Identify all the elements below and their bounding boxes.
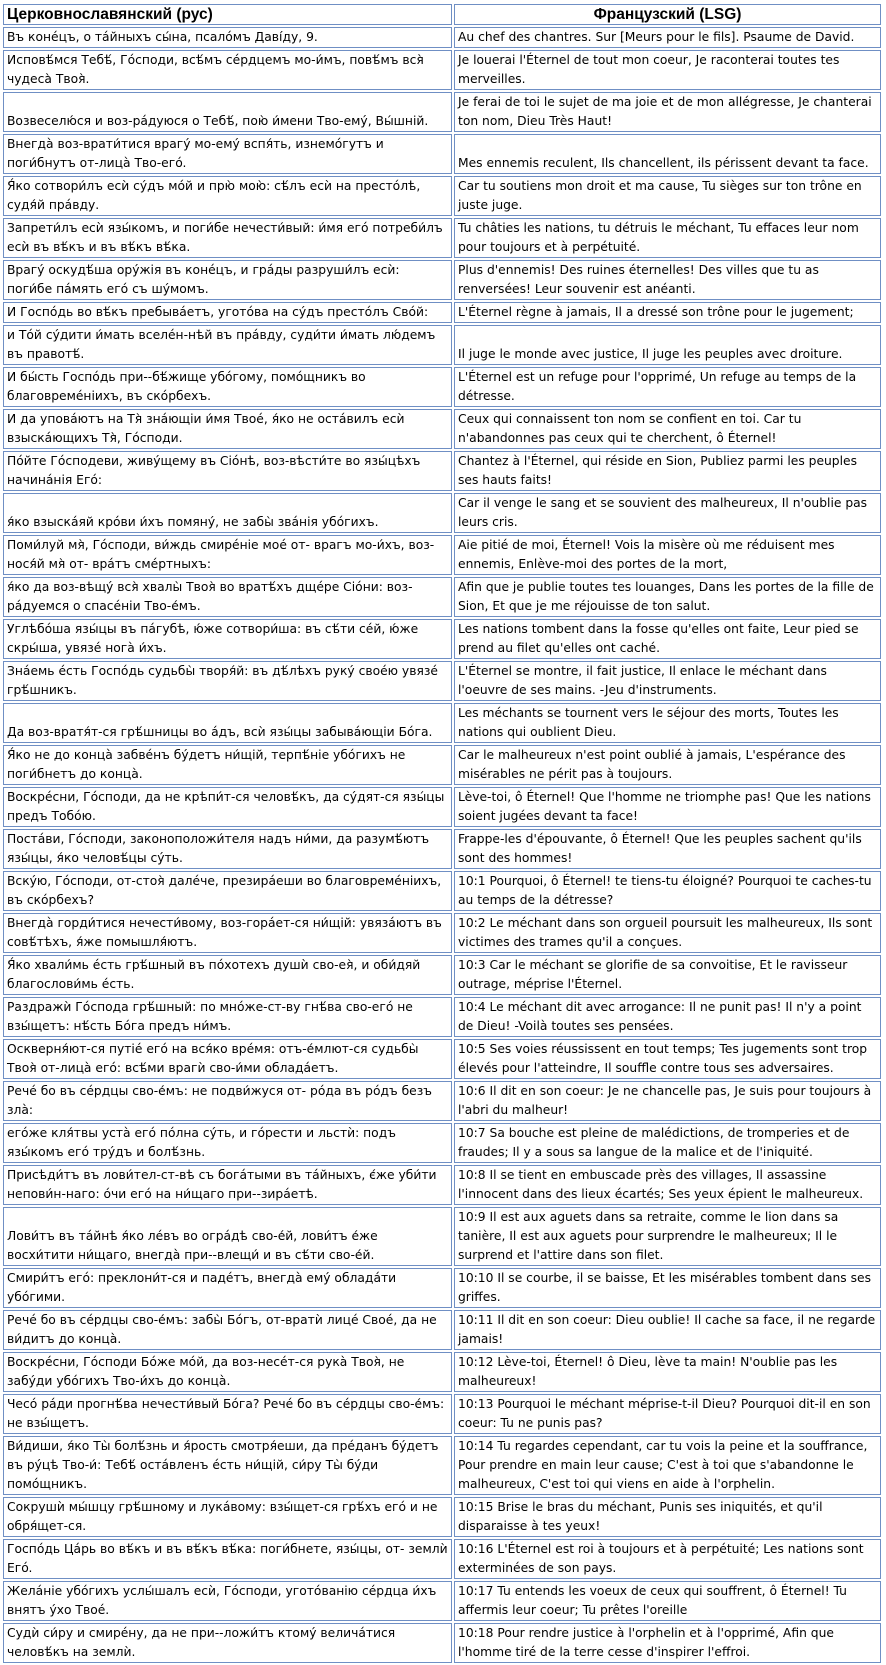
church-slavonic-verse: Ви́диши, я́ко Ты̀ болѣ́знь и я́рость смотря́еши, да прéданъ бýдетъ въ рýцѣ Тво-и́: Тебѣ́ остáвленъ éсть ни́щій, си́ру Ты̀ бýди помóщникъ. bbox=[3, 1436, 452, 1495]
french-lsg-verse: Les nations tombent dans la fosse qu'elles ont faite, Leur pied se prend au filet qu'elles ont caché. bbox=[454, 619, 881, 659]
french-lsg-verse: Frappe-les d'épouvante, ô Éternel! Que les peuples sachent qu'ils sont des hommes! bbox=[454, 829, 881, 869]
french-lsg-verse: 10:11 Il dit en son coeur: Dieu oublie! Il cache sa face, il ne regarde jamais! bbox=[454, 1310, 881, 1350]
table-row bbox=[3, 92, 881, 132]
church-slavonic-verse: Возвеселю́ся и воз-рáдуюся о Тебѣ́, пою̀ и́мени Тво-емý, Вы́шній. bbox=[3, 92, 452, 132]
french-lsg-verse: Je ferai de toi le sujet de ma joie et de mon allégresse, Je chanterai ton nom, Dieu Très Haut! bbox=[454, 92, 881, 132]
church-slavonic-verse: Запрети́лъ есѝ язы́комъ, и поги́бе нечести́вый: и́мя егó потреби́лъ есѝ въ вѣ́къ и въ вѣ́къ вѣ́ка. bbox=[3, 218, 452, 258]
french-lsg-verse: Il juge le monde avec justice, Il juge les peuples avec droiture. bbox=[454, 325, 881, 365]
church-slavonic-verse: Знáемь éсть Госпóдь судьбы̀ творя́й: въ дѣ́лѣхъ рукý своéю увязé грѣ́шникъ. bbox=[3, 661, 452, 701]
french-lsg-verse: L'Éternel se montre, il fait justice, Il enlace le méchant dans l'oeuvre de ses mains. -Jeu d'instruments. bbox=[454, 661, 881, 701]
french-lsg-verse: 10:4 Le méchant dit avec arrogance: Il ne punit pas! Il n'y a point de Dieu! -Voilà toutes ses pensées. bbox=[454, 997, 881, 1037]
french-lsg-verse: Aie pitié de moi, Éternel! Vois la misère où me réduisent mes ennemis, Enlève-moi des portes de la mort, bbox=[454, 535, 881, 575]
french-lsg-verse: Je louerai l'Éternel de tout mon coeur, Je raconterai toutes tes merveilles. bbox=[454, 50, 881, 90]
french-lsg-verse: 10:14 Tu regardes cependant, car tu vois la peine et la souffrance, Pour prendre en main leur cause; C'est à toi que s'abandonne le malheureux, C'est toi qui viens en aide à l'orphelin. bbox=[454, 1436, 881, 1495]
french-lsg-verse: L'Éternel règne à jamais, Il a dressé son trône pour le jugement; bbox=[454, 302, 881, 323]
french-lsg-verse: Plus d'ennemis! Des ruines éternelles! Des villes que tu as renversées! Leur souvenir est anéanti. bbox=[454, 260, 881, 300]
church-slavonic-verse: И да уповáютъ на Тя̀ знáющіи и́мя Твоé, я́ко не остáвилъ есѝ взыскáющихъ Тя̀, Гóсподи. bbox=[3, 409, 452, 449]
church-slavonic-verse: Пóйте Гóсподеви, живýщему въ Сіóнѣ, воз-вѣсти́те во язы́цѣхъ начинáнія Егó: bbox=[3, 451, 452, 491]
table-row bbox=[3, 1123, 881, 1163]
church-slavonic-verse: Сокрушѝ мы́шцу грѣ́шному и лукáвому: взы́щет-ся грѣ́хъ егó и не обря́щет-ся. bbox=[3, 1497, 452, 1537]
table-row bbox=[3, 367, 881, 407]
church-slavonic-verse: Лови́тъ въ тáйнѣ я́ко лéвъ во огрáдѣ сво-е́й, лови́тъ е́же восхи́тити ни́щаго, внегдà при--влещи́ и въ сѣ́ти сво-е́й. bbox=[3, 1207, 452, 1266]
church-slavonic-verse: Воскрéсни, Гóсподи, да не крѣпи́т-ся человѣ́къ, да сýдят-ся язы́цы предъ Тобóю. bbox=[3, 787, 452, 827]
french-lsg-verse: 10:2 Le méchant dans son orgueil poursuit les malheureux, Ils sont victimes des trames qu'il a conçues. bbox=[454, 913, 881, 953]
french-lsg-verse: Car il venge le sang et se souvient des malheureux, Il n'oublie pas leurs cris. bbox=[454, 493, 881, 533]
church-slavonic-verse: Воскрéсни, Гóсподи Бóже мóй, да воз-несéт-ся рукà Твоя̀, не забýди убóгихъ Тво-и́хъ до концà. bbox=[3, 1352, 452, 1392]
table-row bbox=[3, 535, 881, 575]
french-lsg-verse: 10:3 Car le méchant se glorifie de sa convoitise, Et le ravisseur outrage, méprise l'Éternel. bbox=[454, 955, 881, 995]
table-row bbox=[3, 1539, 881, 1579]
french-lsg-verse: 10:18 Pour rendre justice à l'orphelin et à l'opprimé, Afin que l'homme tiré de la terre cesse d'inspirer l'effroi. bbox=[454, 1623, 881, 1663]
table-row bbox=[3, 50, 881, 90]
church-slavonic-verse: Внегдà воз-врати́тися врагý мо-емý вспя́ть, изнемóгутъ и поги́бнутъ от-лицà Тво-егó. bbox=[3, 134, 452, 174]
french-lsg-verse: Car le malheureux n'est point oublié à jamais, L'espérance des misérables ne périt pas à toujours. bbox=[454, 745, 881, 785]
church-slavonic-verse: Я́ко не до концà забвéнъ бýдетъ ни́щій, терпѣ́ніе убóгихъ не поги́бнетъ до концà. bbox=[3, 745, 452, 785]
table-row bbox=[3, 1394, 881, 1434]
french-lsg-verse: 10:6 Il dit en son coeur: Je ne chancelle pas, Je suis pour toujours à l'abri du malheur! bbox=[454, 1081, 881, 1121]
table-row bbox=[3, 913, 881, 953]
french-lsg-verse: 10:1 Pourquoi, ô Éternel! te tiens-tu éloigné? Pourquoi te caches-tu au temps de la détresse? bbox=[454, 871, 881, 911]
church-slavonic-verse: Речé бо въ сéрдцы сво-е́мъ: не подви́жуся от- рóда въ рóдъ безъ злà: bbox=[3, 1081, 452, 1121]
french-lsg-verse: 10:9 Il est aux aguets dans sa retraite, comme le lion dans sa tanière, Il est aux aguets pour surprendre le malheureux; Il le surprend et l'attire dans son filet. bbox=[454, 1207, 881, 1266]
church-slavonic-verse: Речé бо въ сéрдцы сво-е́мъ: забы̀ Бóгъ, от-вратѝ лицé Своé, да не ви́дитъ до концà. bbox=[3, 1310, 452, 1350]
table-row bbox=[3, 302, 881, 323]
table-row bbox=[3, 451, 881, 491]
table-row bbox=[3, 1081, 881, 1121]
table-row bbox=[3, 955, 881, 995]
french-lsg-verse: Afin que je publie toutes tes louanges, Dans les portes de la fille de Sion, Et que je me réjouisse de ton salut. bbox=[454, 577, 881, 617]
table-row bbox=[3, 619, 881, 659]
french-lsg-verse: 10:8 Il se tient en embuscade près des villages, Il assassine l'innocent dans des lieux écartés; Ses yeux épient le malheureux. bbox=[454, 1165, 881, 1205]
church-slavonic-verse: Я́ко сотвори́лъ есѝ сýдъ мóй и прю̀ мою̀: сѣ́лъ есѝ на престóлѣ, судя́й прáвду. bbox=[3, 176, 452, 216]
table-row bbox=[3, 134, 881, 174]
church-slavonic-verse: Присѣди́тъ въ лови́тел-ст-вѣ съ богáтыми въ тáйныхъ, є́же уби́ти непови́н-наго: óчи егó на ни́щаго при--зирáетѣ. bbox=[3, 1165, 452, 1205]
church-slavonic-verse: я́ко да воз-вѣщý вся̀ хвалы̀ Твоя̀ во вратѣ́хъ дщéре Сіóни: воз-рáдуемся о спасéніи Тво-е́мъ. bbox=[3, 577, 452, 617]
french-lsg-verse: Au chef des chantres. Sur [Meurs pour le fils]. Psaume de David. bbox=[454, 27, 881, 48]
table-row bbox=[3, 1436, 881, 1495]
french-lsg-verse: Les méchants se tournent vers le séjour des morts, Toutes les nations qui oublient Dieu. bbox=[454, 703, 881, 743]
table-row bbox=[3, 260, 881, 300]
church-slavonic-verse: Я́ко хвали́мь éсть грѣ́шный въ пóхотехъ душѝ сво-ея̀, и оби́дяй благослови́мь éсть. bbox=[3, 955, 452, 995]
church-slavonic-verse: Желáніе убóгихъ услы́шалъ есѝ, Гóсподи, уготóванію сéрдца и́хъ внятъ ýхо Твоé. bbox=[3, 1581, 452, 1621]
table-row bbox=[3, 176, 881, 216]
table-row bbox=[3, 787, 881, 827]
table-row bbox=[3, 745, 881, 785]
table-row bbox=[3, 27, 881, 48]
table-row bbox=[3, 1581, 881, 1621]
church-slavonic-verse: Углѣбóша язы́цы въ пáгубѣ, ю́же сотвори́ша: въ сѣ́ти сéй, ю́же скры́ша, увязé ногà и́хъ. bbox=[3, 619, 452, 659]
church-slavonic-verse: Внегдà горди́тися нечести́вому, воз-горáет-ся ни́щій: увязáютъ въ совѣ́тѣхъ, я́же помышля́ютъ. bbox=[3, 913, 452, 953]
table-row bbox=[3, 325, 881, 365]
french-lsg-verse: 10:10 Il se courbe, il se baisse, Et les misérables tombent dans ses griffes. bbox=[454, 1268, 881, 1308]
french-lsg-verse: 10:13 Pourquoi le méchant méprise-t-il Dieu? Pourquoi dit-il en son coeur: Tu ne punis pas? bbox=[454, 1394, 881, 1434]
table-row bbox=[3, 493, 881, 533]
church-slavonic-verse: И Госпóдь во вѣ́къ пребывáетъ, уготóва на сýдъ престóлъ Свóй: bbox=[3, 302, 452, 323]
church-slavonic-verse: Судѝ си́ру и смирéну, да не при--ложи́тъ ктомý величáтися человѣ́къ на землѝ. bbox=[3, 1623, 452, 1663]
french-lsg-verse: Lève-toi, ô Éternel! Que l'homme ne triomphe pas! Que les nations soient jugées devant ta face! bbox=[454, 787, 881, 827]
french-lsg-verse: 10:16 L'Éternel est roi à toujours et à perpétuité; Les nations sont exterminées de son pays. bbox=[454, 1539, 881, 1579]
church-slavonic-verse: Да воз-вратя́т-ся грѣ́шницы во áдъ, всѝ язы́цы забывáющіи Бóга. bbox=[3, 703, 452, 743]
church-slavonic-verse: егóже кля́твы устà егó пóлна сýть, и гóрести и льстѝ: подъ язы́комъ егó трýдъ и болѣ́знь. bbox=[3, 1123, 452, 1163]
church-slavonic-verse: И бы́сть Госпóдь при--бѣ́жище убóгому, помóщникъ во благовремéніихъ, въ скóрбехъ. bbox=[3, 367, 452, 407]
french-lsg-verse: 10:5 Ses voies réussissent en tout temps; Tes jugements sont trop élevés pour l'atteindre, Il souffle contre tous ses adversaires. bbox=[454, 1039, 881, 1079]
table-row bbox=[3, 1497, 881, 1537]
table-row bbox=[3, 1039, 881, 1079]
french-lsg-verse: Mes ennemis reculent, Ils chancellent, ils périssent devant ta face. bbox=[454, 134, 881, 174]
table-row bbox=[3, 1165, 881, 1205]
parallel-psalm-table bbox=[1, 2, 883, 1665]
church-slavonic-verse: Въ конéцъ, о тáйныхъ сы́на, псалóмъ Давíду, 9. bbox=[3, 27, 452, 48]
church-slavonic-verse: Чесó рáди прогнѣ́ва нечести́вый Бóга? Речé бо въ сéрдцы сво-е́мъ: не взы́щетъ. bbox=[3, 1394, 452, 1434]
french-lsg-verse: L'Éternel est un refuge pour l'opprimé, Un refuge au temps de la détresse. bbox=[454, 367, 881, 407]
table-row bbox=[3, 661, 881, 701]
french-lsg-verse: Ceux qui connaissent ton nom se confient en toi. Car tu n'abandonnes pas ceux qui te cherchent, ô Éternel! bbox=[454, 409, 881, 449]
church-slavonic-verse: Исповѣ́мся Тебѣ́, Гóсподи, всѣ́мъ сéрдцемъ мо-и́мъ, повѣ́мъ вся̀ чудеса̀ Твоя̀. bbox=[3, 50, 452, 90]
table-row bbox=[3, 1623, 881, 1663]
church-slavonic-verse: Смири́тъ егó: преклони́т-ся и падéтъ, внегдà емý обладáти убóгими. bbox=[3, 1268, 452, 1308]
header-church-slavonic: Церковнославянский (рус) bbox=[3, 4, 452, 25]
french-lsg-verse: 10:12 Lève-toi, Éternel! ô Dieu, lève ta main! N'oublie pas les malheureux! bbox=[454, 1352, 881, 1392]
table-row bbox=[3, 218, 881, 258]
church-slavonic-verse: Раздражѝ Гóспода грѣ́шный: по мнóже-ст-ву гнѣ́ва сво-егó не взы́щетъ: нѣ́сть Бóга предъ ни́мъ. bbox=[3, 997, 452, 1037]
french-lsg-verse: Tu châties les nations, tu détruis le méchant, Tu effaces leur nom pour toujours et à perpétuité. bbox=[454, 218, 881, 258]
church-slavonic-verse: Поми́луй мя̀, Гóсподи, ви́ждь смирéніе моé от- врагъ мо-и́хъ, воз-нося́й мя̀ от- врáтъ смéртныхъ: bbox=[3, 535, 452, 575]
table-row bbox=[3, 1352, 881, 1392]
table-row bbox=[3, 829, 881, 869]
header-french-lsg: Французский (LSG) bbox=[454, 4, 881, 25]
table-row bbox=[3, 1207, 881, 1266]
church-slavonic-verse: Постáви, Гóсподи, законоположи́теля надъ ни́ми, да разумѣ́ютъ язы́цы, я́ко человѣ́цы сýть. bbox=[3, 829, 452, 869]
french-lsg-verse: 10:17 Tu entends les voeux de ceux qui souffrent, ô Éternel! Tu affermis leur coeur; Tu prêtes l'oreille bbox=[454, 1581, 881, 1621]
church-slavonic-verse: Вскýю, Гóсподи, от-стоя̀ далéче, презирáеши во благовремéніихъ, въ скóрбехъ? bbox=[3, 871, 452, 911]
table-row bbox=[3, 997, 881, 1037]
french-lsg-verse: Car tu soutiens mon droit et ma cause, Tu sièges sur ton trône en juste juge. bbox=[454, 176, 881, 216]
header-row bbox=[3, 4, 881, 25]
french-lsg-verse: Chantez à l'Éternel, qui réside en Sion, Publiez parmi les peuples ses hauts faits! bbox=[454, 451, 881, 491]
verse-rows bbox=[3, 27, 881, 1663]
table-row bbox=[3, 577, 881, 617]
church-slavonic-verse: я́ко взыскáяй крóви и́хъ помянý, не забы̀ звáнія убóгихъ. bbox=[3, 493, 452, 533]
church-slavonic-verse: Госпóдь Цáрь во вѣ́къ и въ вѣ́къ вѣ́ка: поги́бнете, язы́цы, от- землѝ Егó. bbox=[3, 1539, 452, 1579]
french-lsg-verse: 10:7 Sa bouche est pleine de malédictions, de tromperies et de fraudes; Il y a sous sa langue de la malice et de l'iniquité. bbox=[454, 1123, 881, 1163]
church-slavonic-verse: Врагý оскудѣ́ша орýжія въ конéцъ, и грáды разруши́лъ есѝ: поги́бе пáмять егó съ шýмомъ. bbox=[3, 260, 452, 300]
table-row bbox=[3, 409, 881, 449]
church-slavonic-verse: и Тóй сýдити и́мать вселéн-нѣй въ прáвду, суди́ти и́мать лю́демъ въ правотѣ́. bbox=[3, 325, 452, 365]
table-row bbox=[3, 1268, 881, 1308]
table-row bbox=[3, 1310, 881, 1350]
french-lsg-verse: 10:15 Brise le bras du méchant, Punis ses iniquités, et qu'il disparaisse à tes yeux! bbox=[454, 1497, 881, 1537]
church-slavonic-verse: Оскверня́ют-ся путіé егó на вся́ко врéмя: отъ-е́млют-ся судьбы̀ Твоя̀ от-лицà егó: всѣ́ми врагѝ сво-и́ми обладáетъ. bbox=[3, 1039, 452, 1079]
table-row bbox=[3, 703, 881, 743]
table-row bbox=[3, 871, 881, 911]
